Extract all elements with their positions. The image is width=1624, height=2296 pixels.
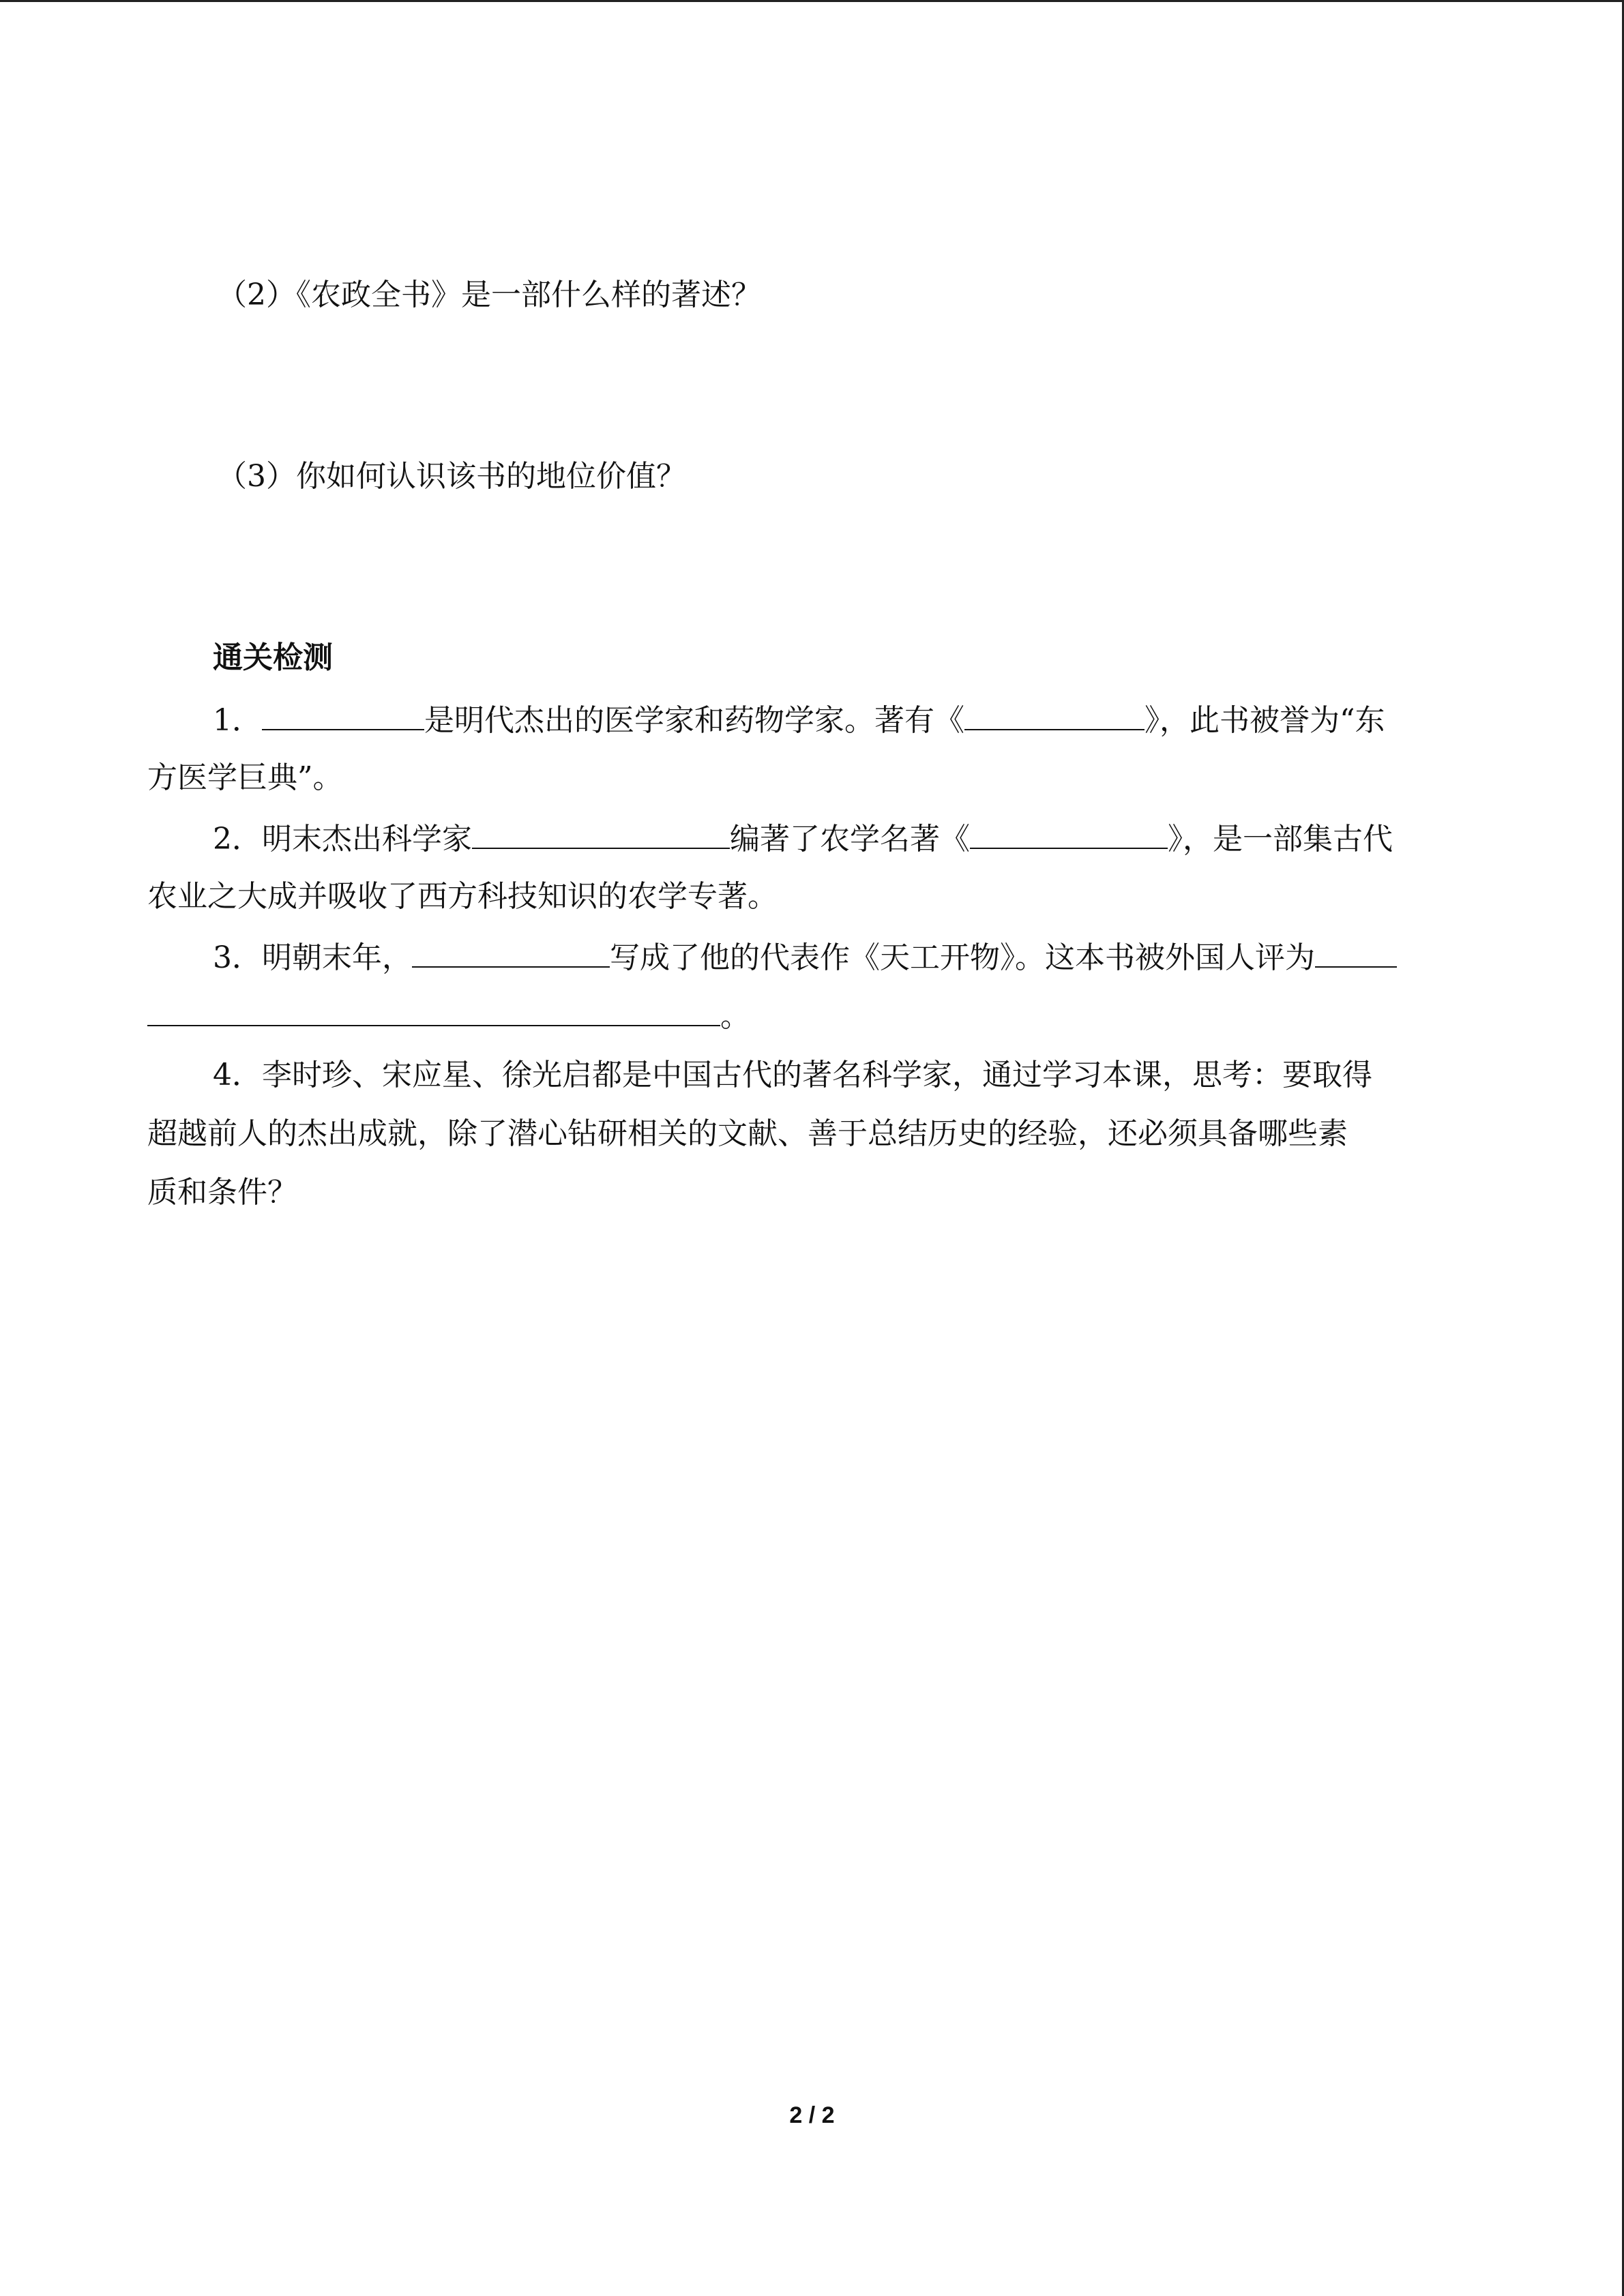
item-3-blank-2 bbox=[1315, 936, 1397, 968]
item-2-text-a: 2．明末杰出科学家 bbox=[213, 822, 472, 856]
item-2-line-1 bbox=[213, 818, 1393, 860]
item-1-line-2: 方医学巨典”。 bbox=[147, 760, 343, 795]
item-2-blank-1 bbox=[472, 818, 730, 849]
question-3: （3）你如何认识该书的地位价值？ bbox=[217, 459, 686, 494]
item-1-number: 1． bbox=[213, 703, 262, 738]
item-4-line-3: 质和条件？ bbox=[147, 1175, 297, 1210]
item-3-line-1 bbox=[213, 936, 1397, 979]
item-2-text-b: 编著了农学名著《 bbox=[730, 822, 970, 856]
item-2-blank-2 bbox=[970, 818, 1168, 849]
item-3-line-2 bbox=[147, 995, 750, 1037]
item-4-line-1: 4．李时珍、宋应星、徐光启都是中国古代的著名科学家，通过学习本课，思考：要取得 bbox=[213, 1058, 1372, 1092]
item-3-text-b: 写成了他的代表作《天工开物》。这本书被外国人评为 bbox=[610, 940, 1315, 975]
item-4-line-2: 超越前人的杰出成就，除了潜心钻研相关的文献、善于总结历史的经验，还必须具备哪些素 bbox=[147, 1116, 1348, 1151]
section-title: 通关检测 bbox=[213, 640, 333, 675]
item-3-blank-1 bbox=[412, 936, 610, 968]
item-3-end: 。 bbox=[720, 999, 750, 1034]
item-3-blank-3 bbox=[147, 995, 720, 1026]
item-1-blank-1 bbox=[262, 699, 424, 730]
page-number: 2 / 2 bbox=[789, 2102, 835, 2128]
item-1-blank-2 bbox=[964, 699, 1145, 730]
item-2-text-c: 》，是一部集古代 bbox=[1168, 822, 1393, 856]
item-3-text-a: 3．明朝末年， bbox=[213, 940, 412, 975]
item-1-line-1 bbox=[213, 699, 1385, 741]
item-1-text-a: 是明代杰出的医学家和药物学家。著有《 bbox=[424, 703, 964, 738]
question-2: （2）《农政全书》是一部什么样的著述？ bbox=[217, 278, 761, 312]
item-1-text-b: 》，此书被誉为“东 bbox=[1145, 703, 1385, 738]
item-2-line-2: 农业之大成并吸收了西方科技知识的农学专著。 bbox=[147, 879, 778, 914]
